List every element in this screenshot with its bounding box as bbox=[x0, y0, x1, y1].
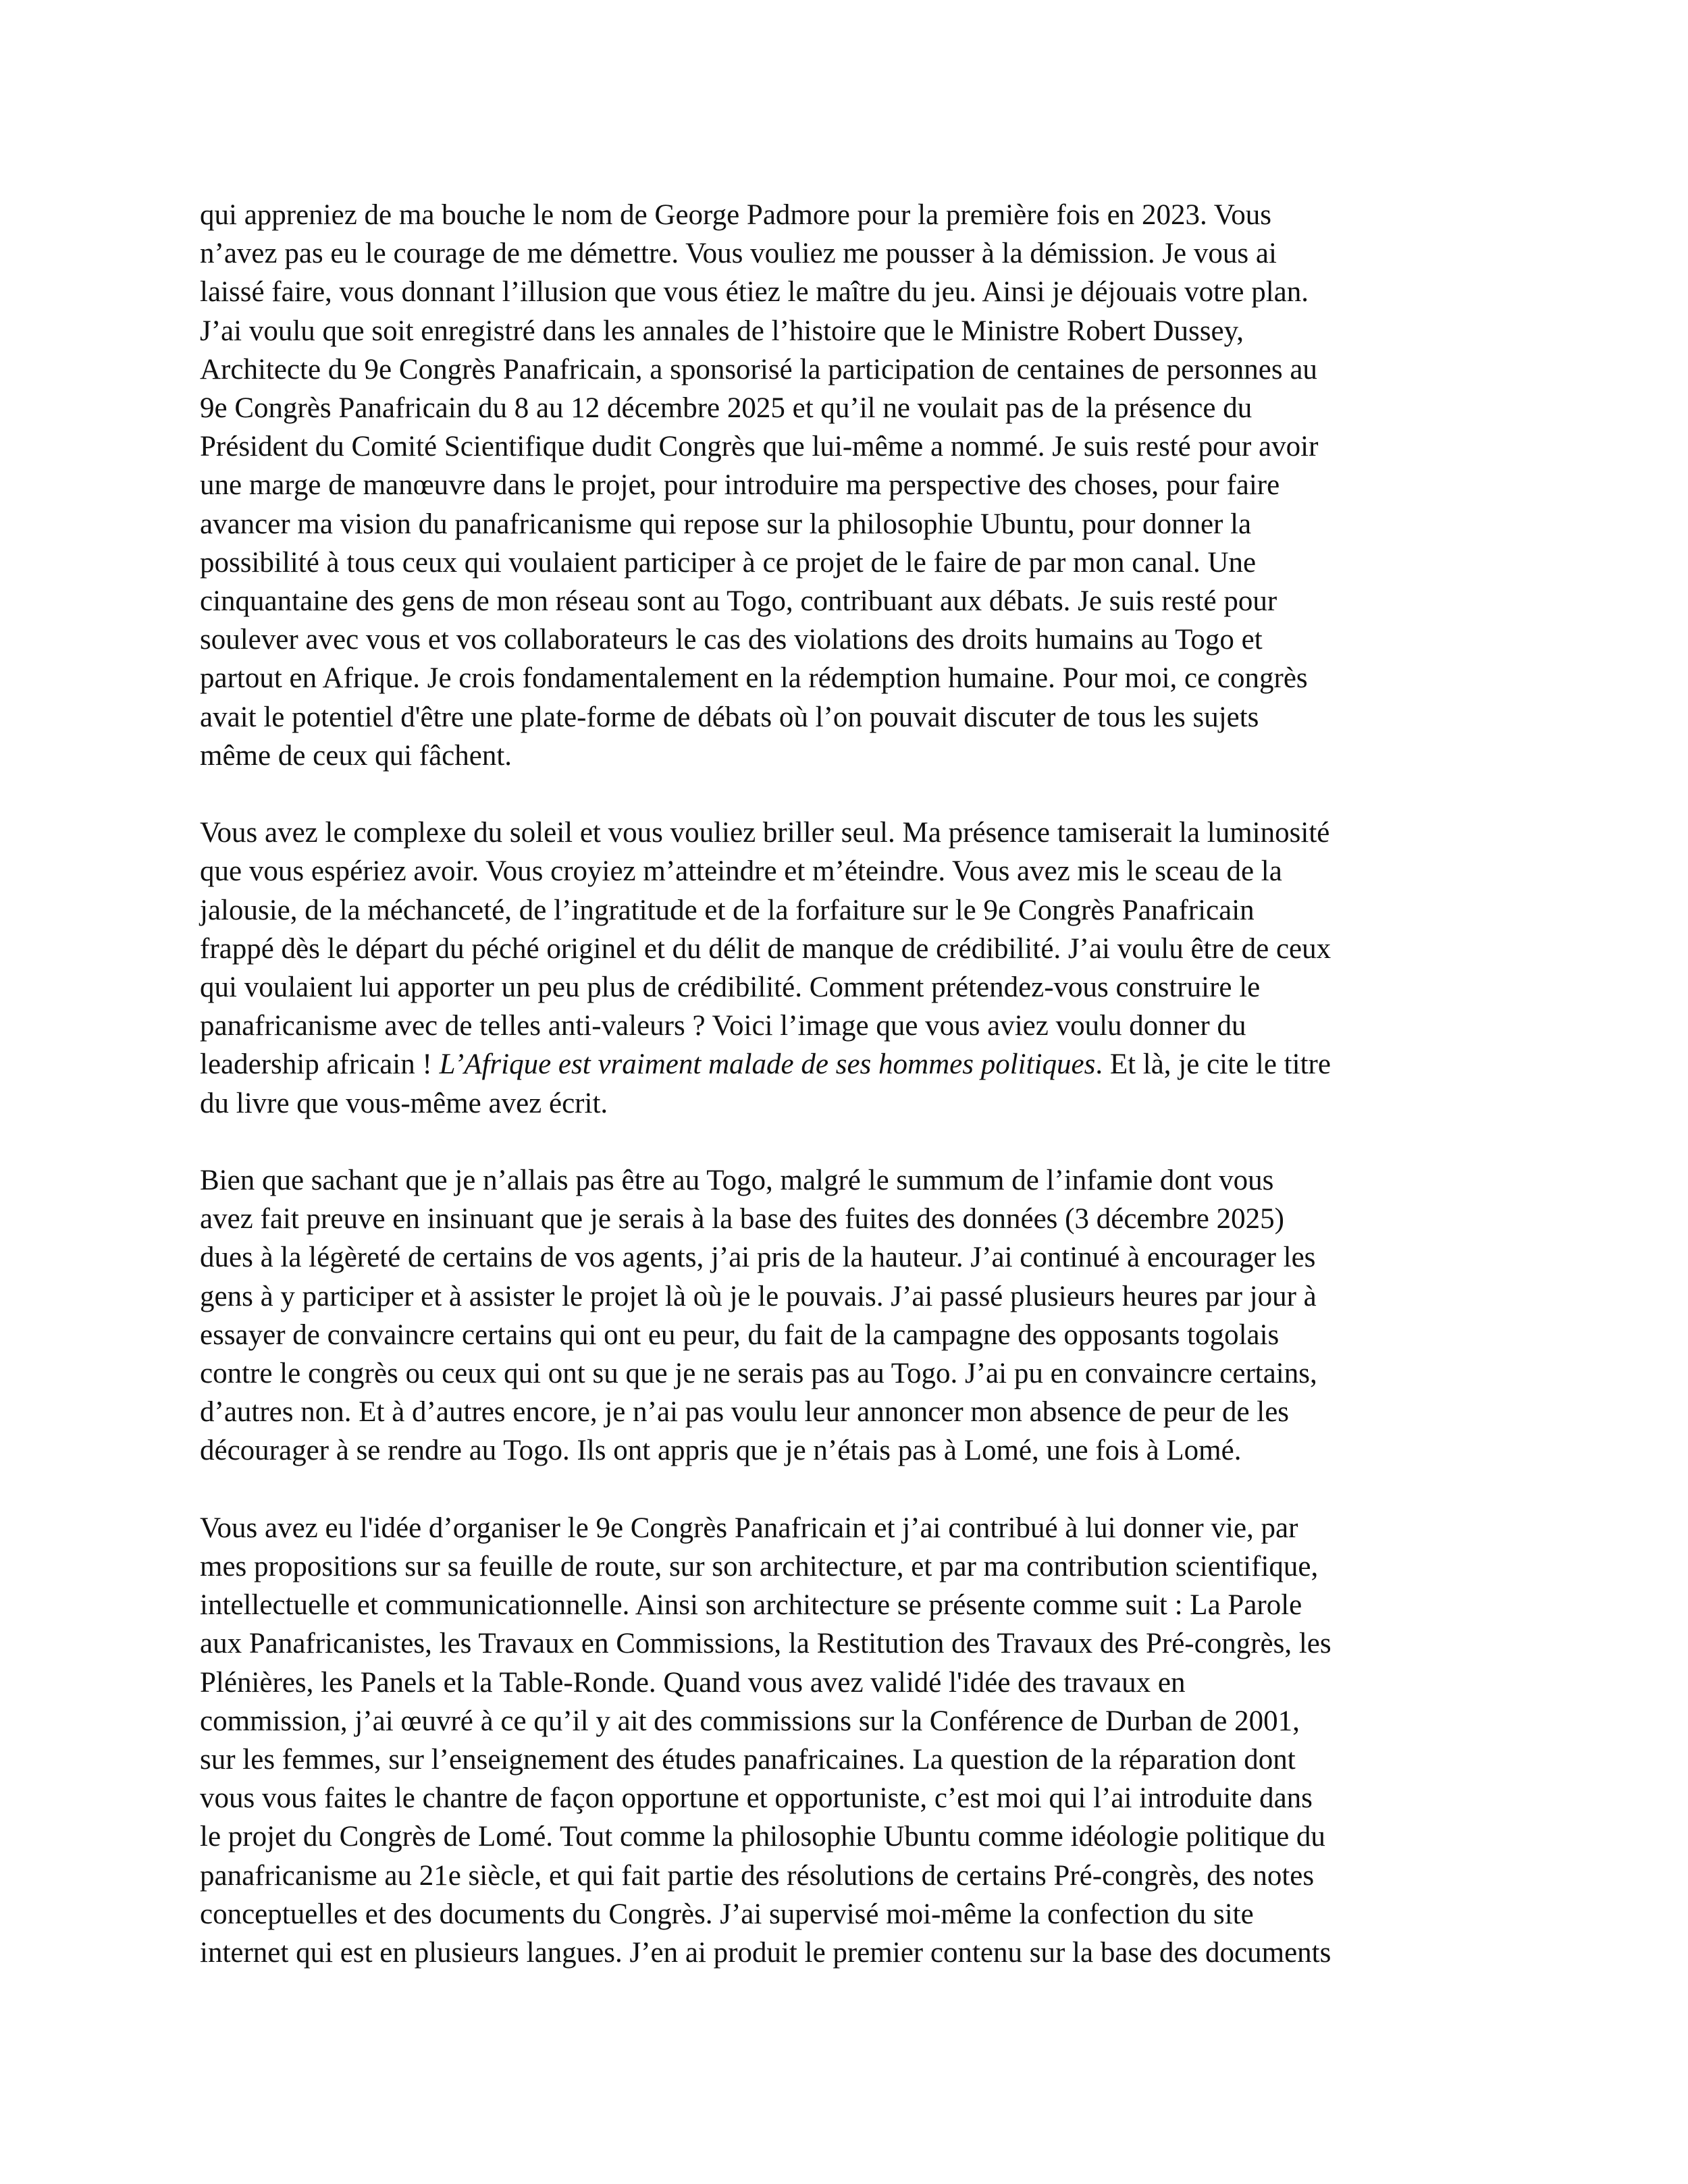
text-line bbox=[200, 466, 1502, 504]
text-segment: que vous espériez avoir. Vous croyiez m’atteindre et m’éteindre. Vous avez mis le sceau de la bbox=[200, 855, 1282, 888]
text-segment: sur les femmes, sur l’enseignement des études panafricaines. La question de la réparation dont bbox=[200, 1744, 1296, 1776]
text-segment: n’avez pas eu le courage de me démettre. Vous vouliez me pousser à la démission. Je vous ai bbox=[200, 238, 1277, 270]
body-paragraph bbox=[200, 196, 1502, 775]
text-segment: aux Panafricanistes, les Travaux en Commissions, la Restitution des Travaux des Pré-congrès, les bbox=[200, 1628, 1331, 1660]
text-line bbox=[200, 1702, 1502, 1740]
text-segment: leadership africain ! bbox=[200, 1048, 440, 1081]
text-segment: dues à la légèreté de certains de vos agents, j’ai pris de la hauteur. J’ai continué à encourager les bbox=[200, 1242, 1316, 1274]
text-segment: laissé faire, vous donnant l’illusion que vous étiez le maître du jeu. Ainsi je déjouais votre plan. bbox=[200, 276, 1309, 309]
text-segment: qui voulaient lui apporter un peu plus de crédibilité. Comment prétendez-vous construire le bbox=[200, 971, 1261, 1004]
text-segment: jalousie, de la méchanceté, de l’ingratitude et de la forfaiture sur le 9e Congrès Panafricain bbox=[200, 894, 1255, 926]
body-paragraph bbox=[200, 1161, 1502, 1470]
text-segment: conceptuelles et des documents du Congrès. J’ai supervisé moi-même la confection du site bbox=[200, 1898, 1254, 1930]
text-segment: panafricanisme avec de telles anti-valeurs ? Voici l’image que vous aviez voulu donner du bbox=[200, 1010, 1246, 1042]
text-line bbox=[200, 1857, 1502, 1895]
text-line bbox=[200, 505, 1502, 543]
text-line bbox=[200, 582, 1502, 620]
text-segment: . Et là, je cite le titre bbox=[1095, 1048, 1331, 1081]
text-line bbox=[200, 1431, 1502, 1470]
text-line bbox=[200, 427, 1502, 466]
text-segment: commission, j’ai œuvré à ce qu’il y ait des commissions sur la Conférence de Durban de 2001, bbox=[200, 1705, 1300, 1737]
text-segment: avait le potentiel d'être une plate-forme de débats où l’on pouvait discuter de tous les sujets bbox=[200, 701, 1259, 733]
text-line bbox=[200, 698, 1502, 737]
text-segment: Architecte du 9e Congrès Panafricain, a sponsorisé la participation de centaines de personnes au bbox=[200, 353, 1317, 385]
text-line bbox=[200, 1393, 1502, 1431]
text-segment: cinquantaine des gens de mon réseau sont au Togo, contribuant aux débats. Je suis resté pour bbox=[200, 585, 1277, 618]
text-line bbox=[200, 196, 1502, 234]
text-segment: une marge de manœuvre dans le projet, pour introduire ma perspective des choses, pour faire bbox=[200, 469, 1280, 502]
text-line bbox=[200, 1663, 1502, 1702]
text-segment: essayer de convaincre certains qui ont eu peur, du fait de la campagne des opposants togolais bbox=[200, 1319, 1280, 1351]
text-line bbox=[200, 1586, 1502, 1624]
text-segment: d’autres non. Et à d’autres encore, je n’ai pas voulu leur annoncer mon absence de peur de les bbox=[200, 1396, 1290, 1429]
text-line bbox=[200, 234, 1502, 273]
text-line bbox=[200, 1238, 1502, 1277]
text-segment: du livre que vous-même avez écrit. bbox=[200, 1087, 608, 1119]
text-line bbox=[200, 543, 1502, 582]
text-segment: J’ai voulu que soit enregistré dans les annales de l’histoire que le Ministre Robert Dussey, bbox=[200, 315, 1244, 347]
text-segment: le projet du Congrès de Lomé. Tout comme la philosophie Ubuntu comme idéologie politique du bbox=[200, 1821, 1325, 1853]
text-line bbox=[200, 1817, 1502, 1856]
text-segment: avancer ma vision du panafricanisme qui repose sur la philosophie Ubuntu, pour donner la bbox=[200, 508, 1252, 540]
text-segment: frappé dès le départ du péché originel et du délit de manque de crédibilité. J’ai voulu être de ceux bbox=[200, 932, 1331, 965]
text-line bbox=[200, 1200, 1502, 1238]
text-line bbox=[200, 1547, 1502, 1586]
body-paragraph bbox=[200, 1509, 1502, 1972]
text-line bbox=[200, 350, 1502, 389]
text-line bbox=[200, 273, 1502, 311]
text-line bbox=[200, 852, 1502, 890]
text-line bbox=[200, 1509, 1502, 1547]
text-line bbox=[200, 1895, 1502, 1934]
text-segment: partout en Afrique. Je crois fondamentalement en la rédemption humaine. Pour moi, ce congrès bbox=[200, 662, 1308, 695]
text-line bbox=[200, 1316, 1502, 1354]
text-segment: intellectuelle et communicationnelle. Ainsi son architecture se présente comme suit : La Parole bbox=[200, 1589, 1302, 1622]
italic-book-title: L’Afrique est vraiment malade de ses hommes politiques bbox=[439, 1048, 1096, 1081]
text-segment: 9e Congrès Panafricain du 8 au 12 décembre 2025 et qu’il ne voulait pas de la présence du bbox=[200, 392, 1252, 425]
text-line bbox=[200, 659, 1502, 697]
text-segment: soulever avec vous et vos collaborateurs le cas des violations des droits humains au Togo et bbox=[200, 624, 1263, 656]
text-line bbox=[200, 1934, 1502, 1972]
text-line bbox=[200, 814, 1502, 852]
text-line bbox=[200, 1354, 1502, 1393]
text-segment: même de ceux qui fâchent. bbox=[200, 739, 512, 772]
text-segment: Vous avez le complexe du soleil et vous vouliez briller seul. Ma présence tamiserait la luminosité bbox=[200, 817, 1330, 849]
text-line bbox=[200, 930, 1502, 968]
text-line bbox=[200, 1277, 1502, 1316]
text-segment: Plénières, les Panels et la Table-Ronde. Quand vous avez validé l'idée des travaux en bbox=[200, 1666, 1186, 1699]
text-segment: Vous avez eu l'idée d’organiser le 9e Congrès Panafricain et j’ai contribué à lui donner vie, par bbox=[200, 1512, 1298, 1544]
text-segment: qui appreniez de ma bouche le nom de George Padmore pour la première fois en 2023. Vous bbox=[200, 199, 1271, 231]
text-segment: gens à y participer et à assister le projet là où je le pouvais. J’ai passé plusieurs heures par jour à bbox=[200, 1280, 1317, 1312]
text-line bbox=[200, 1624, 1502, 1663]
text-line bbox=[200, 1007, 1502, 1045]
text-line bbox=[200, 1045, 1502, 1084]
text-segment: avez fait preuve en insinuant que je serais à la base des fuites des données (3 décembre 2025) bbox=[200, 1203, 1284, 1235]
text-line bbox=[200, 891, 1502, 930]
text-segment: décourager à se rendre au Togo. Ils ont appris que je n’étais pas à Lomé, une fois à Lomé. bbox=[200, 1435, 1242, 1467]
text-segment: Président du Comité Scientifique dudit Congrès que lui-même a nommé. Je suis resté pour avoir bbox=[200, 431, 1319, 463]
text-line bbox=[200, 620, 1502, 659]
text-line bbox=[200, 312, 1502, 350]
text-segment: contre le congrès ou ceux qui ont su que je ne serais pas au Togo. J’ai pu en convaincre certains, bbox=[200, 1358, 1317, 1390]
text-segment: mes propositions sur sa feuille de route, sur son architecture, et par ma contribution scientifique, bbox=[200, 1551, 1319, 1583]
body-paragraph bbox=[200, 814, 1502, 1123]
text-line bbox=[200, 1084, 1502, 1123]
text-segment: Bien que sachant que je n’allais pas être au Togo, malgré le summum de l’infamie dont vous bbox=[200, 1165, 1274, 1197]
text-line bbox=[200, 1740, 1502, 1779]
text-segment: internet qui est en plusieurs langues. J’en ai produit le premier contenu sur la base des documents bbox=[200, 1937, 1331, 1969]
text-line bbox=[200, 1779, 1502, 1817]
text-line bbox=[200, 1161, 1502, 1200]
text-line bbox=[200, 737, 1502, 775]
text-line bbox=[200, 389, 1502, 427]
text-segment: vous vous faites le chantre de façon opportune et opportuniste, c’est moi qui l’ai introduite dans bbox=[200, 1782, 1313, 1815]
text-segment: panafricanisme au 21e siècle, et qui fait partie des résolutions de certains Pré-congrès, des notes bbox=[200, 1859, 1315, 1892]
document-page bbox=[200, 196, 1502, 1972]
text-segment: possibilité à tous ceux qui voulaient participer à ce projet de le faire de par mon canal. Une bbox=[200, 546, 1257, 579]
text-line bbox=[200, 968, 1502, 1007]
